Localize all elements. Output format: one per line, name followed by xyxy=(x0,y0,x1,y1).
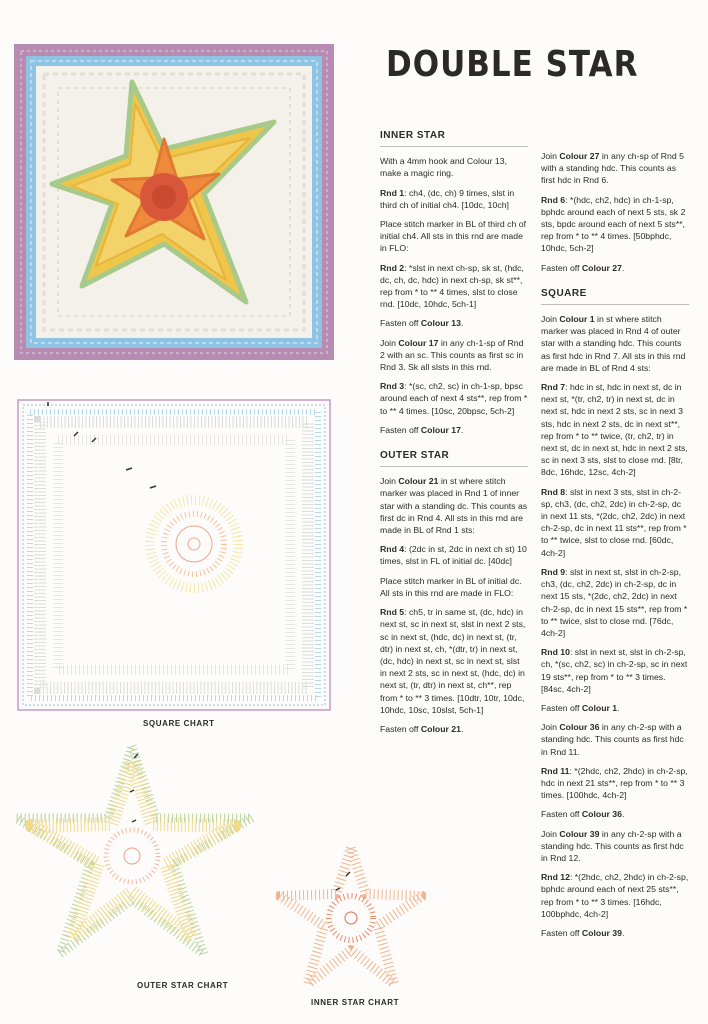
join-36: Join Colour 36 in any ch-2-sp with a standing hdc. This counts as first hdc in Rnd 11. xyxy=(541,722,684,757)
inner-star-heading: INNER STAR xyxy=(380,130,528,147)
outer-marker: Place stitch marker in BL of initial dc. All sts in this rnd are made in FLO: xyxy=(380,575,522,598)
fasten-off-39: Fasten off Colour 39. xyxy=(541,927,625,938)
inner-rnd3: Rnd 3: *(sc, ch2, sc) in ch-1-sp, bpsc around each of next 4 sts**, rep from * to ** 4 times. [10sc, 20bpsc, 5ch-2] xyxy=(380,381,528,416)
join-1: Join Colour 1 in st where stitch marker was placed in Rnd 4 of outer star with a standing hdc. This counts as first hdc in Rnd 7. All sts in this rnd are made in BL of Rnd 4 sts: xyxy=(541,314,686,373)
finished-square-photo xyxy=(14,44,334,360)
inner-intro: With a 4mm hook and Colour 13, make a magic ring. xyxy=(380,156,507,179)
outer-star-chart xyxy=(14,744,256,976)
fasten-off-13: Fasten off Colour 13. xyxy=(380,318,464,329)
inner-marker: Place stitch marker in BL of third ch of initial ch4. All sts in this rnd are made in FLO: xyxy=(380,219,526,254)
inner-rnd2: Rnd 2: *slst in next ch-sp, sk st, (hdc, dc, ch, dc, hdc) in next ch-sp, sk st**, rep from * to ** 4 times, slst to close rnd. [10dc, 10hdc, 5ch-1] xyxy=(380,262,524,310)
outer-star-heading: OUTER STAR xyxy=(380,450,528,467)
outer-rnd4: Rnd 4: (2dc in st, 2dc in next ch st) 10 times, slst in FL of initial dc. [40dc] xyxy=(380,544,527,567)
join-39: Join Colour 39 in any ch-2-sp with a standing hdc. This counts as first hdc in Rnd 12. xyxy=(541,828,684,863)
fasten-off-27: Fasten off Colour 27. xyxy=(541,262,625,273)
join-21: Join Colour 21 in st where stitch marker was placed in Rnd 1 of inner star with a standing dc. This counts as first dc in Rnd 4. All sts in this rnd are made in BL of Rnd 1 sts: xyxy=(380,476,528,536)
fasten-off-36: Fasten off Colour 36. xyxy=(541,809,625,820)
inner-star-chart-caption: INNER STAR CHART xyxy=(311,998,400,1007)
fasten-off-17: Fasten off Colour 17. xyxy=(380,424,464,435)
inner-rnd1: Rnd 1: ch4, (dc, ch) 9 times, slst in third ch of initial ch4. [10dc, 10ch] xyxy=(380,187,515,210)
inner-star-chart xyxy=(276,846,426,988)
outer-star-chart-caption: OUTER STAR CHART xyxy=(137,981,229,990)
join-17: Join Colour 17 in any ch-1-sp of Rnd 2 with an sc. This counts as first sc in Rnd 3. Sk all slsts in this rnd. xyxy=(380,337,524,373)
fasten-off-1: Fasten off Colour 1. xyxy=(541,702,620,713)
outer-rnd5: Rnd 5: ch5, tr in same st, (dc, hdc) in next st, sc in next st, slst in next 2 sts, sc in next st, (hdc, dc) in next st, (tr, dtr) in next st, ch, *(dtr, tr) in next st, (dc, hdc) in next st, sc in next st, slst in next 2 sts, sc in next st, (hdc, dc) in next st, (tr, dtr) in next st, ch**, rep from * to ** 3 times. [10dtr, 10tr, 10dc, 10hdc, 10sc, 10slst, 5ch-1] xyxy=(380,607,526,715)
rnd6: Rnd 6: *(hdc, ch2, hdc) in ch-1-sp, bphdc around each of next 5 sts, sk 2 sts, bpdc around each of next 5 sts**, rep from * to ** 4 times. [50bphdc, 10hdc, 5ch-2] xyxy=(541,194,686,254)
rnd9: Rnd 9: slst in next st, slst in ch-2-sp, ch3, (dc, ch2, 2dc) in ch-2-sp, dc in next 15 sts, *(2dc, ch2, 2dc) in next ch-2-sp, dc in next 15 sts**, rep from * to ** twice, slst to close rnd. [76dc, 4ch-2] xyxy=(541,566,688,638)
rnd10: Rnd 10: slst in next st, slst in ch-2-sp, ch, *(sc, ch2, sc) in ch-2-sp, sc in next 19 sts**, rep from * to ** 3 times. [84sc, 4ch-2] xyxy=(541,647,688,694)
instructions-column-2 xyxy=(541,150,689,946)
rnd12: Rnd 12: *(2hdc, ch2, 2hdc) in ch-2-sp, bphdc around each of next 25 sts**, rep from * to ** 3 times. [16hdc, 100bphdc, 4ch-2] xyxy=(541,872,689,919)
square-chart-caption: SQUARE CHART xyxy=(143,719,215,728)
page-title: DOUBLE STAR xyxy=(386,44,639,86)
rnd8: Rnd 8: slst in next 3 sts, slst in ch-2-sp, ch3, (dc, ch2, 2dc) in ch-2-sp, dc in next 11 sts, *(2dc, ch2, 2dc) in next ch-2-sp, dc in next 11 sts**, rep from * to ** twice, slst to close rnd. [60dc, 4ch-2] xyxy=(541,486,687,558)
rnd11: Rnd 11: *(2hdc, ch2, 2hdc) in ch-2-sp, hdc in next 21 sts**, rep from * to ** 3 times. [100hdc, 4ch-2] xyxy=(541,765,688,801)
instructions-column-1 xyxy=(380,130,528,742)
square-chart xyxy=(14,396,336,716)
fasten-off-21: Fasten off Colour 21. xyxy=(380,723,464,734)
square-heading: SQUARE xyxy=(541,288,689,305)
join-27: Join Colour 27 in any ch-sp of Rnd 5 with a standing hdc. This counts as first hdc in Rnd 6. xyxy=(541,151,684,186)
rnd7: Rnd 7: hdc in st, hdc in next st, dc in next st, *(tr, ch2, tr) in next st, dc in next st, hdc in next 2 sts, sc in next 3 sts, hdc in next 2 sts, dc in next st**, rep from * to ** twice, (tr, ch2, tr) in next st, dc in next st, hdc in next 2 sts, sc in next 3 sts, slst to close rnd. [8tr, 8dc, 16hdc, 12sc, 4ch-2] xyxy=(541,382,688,478)
